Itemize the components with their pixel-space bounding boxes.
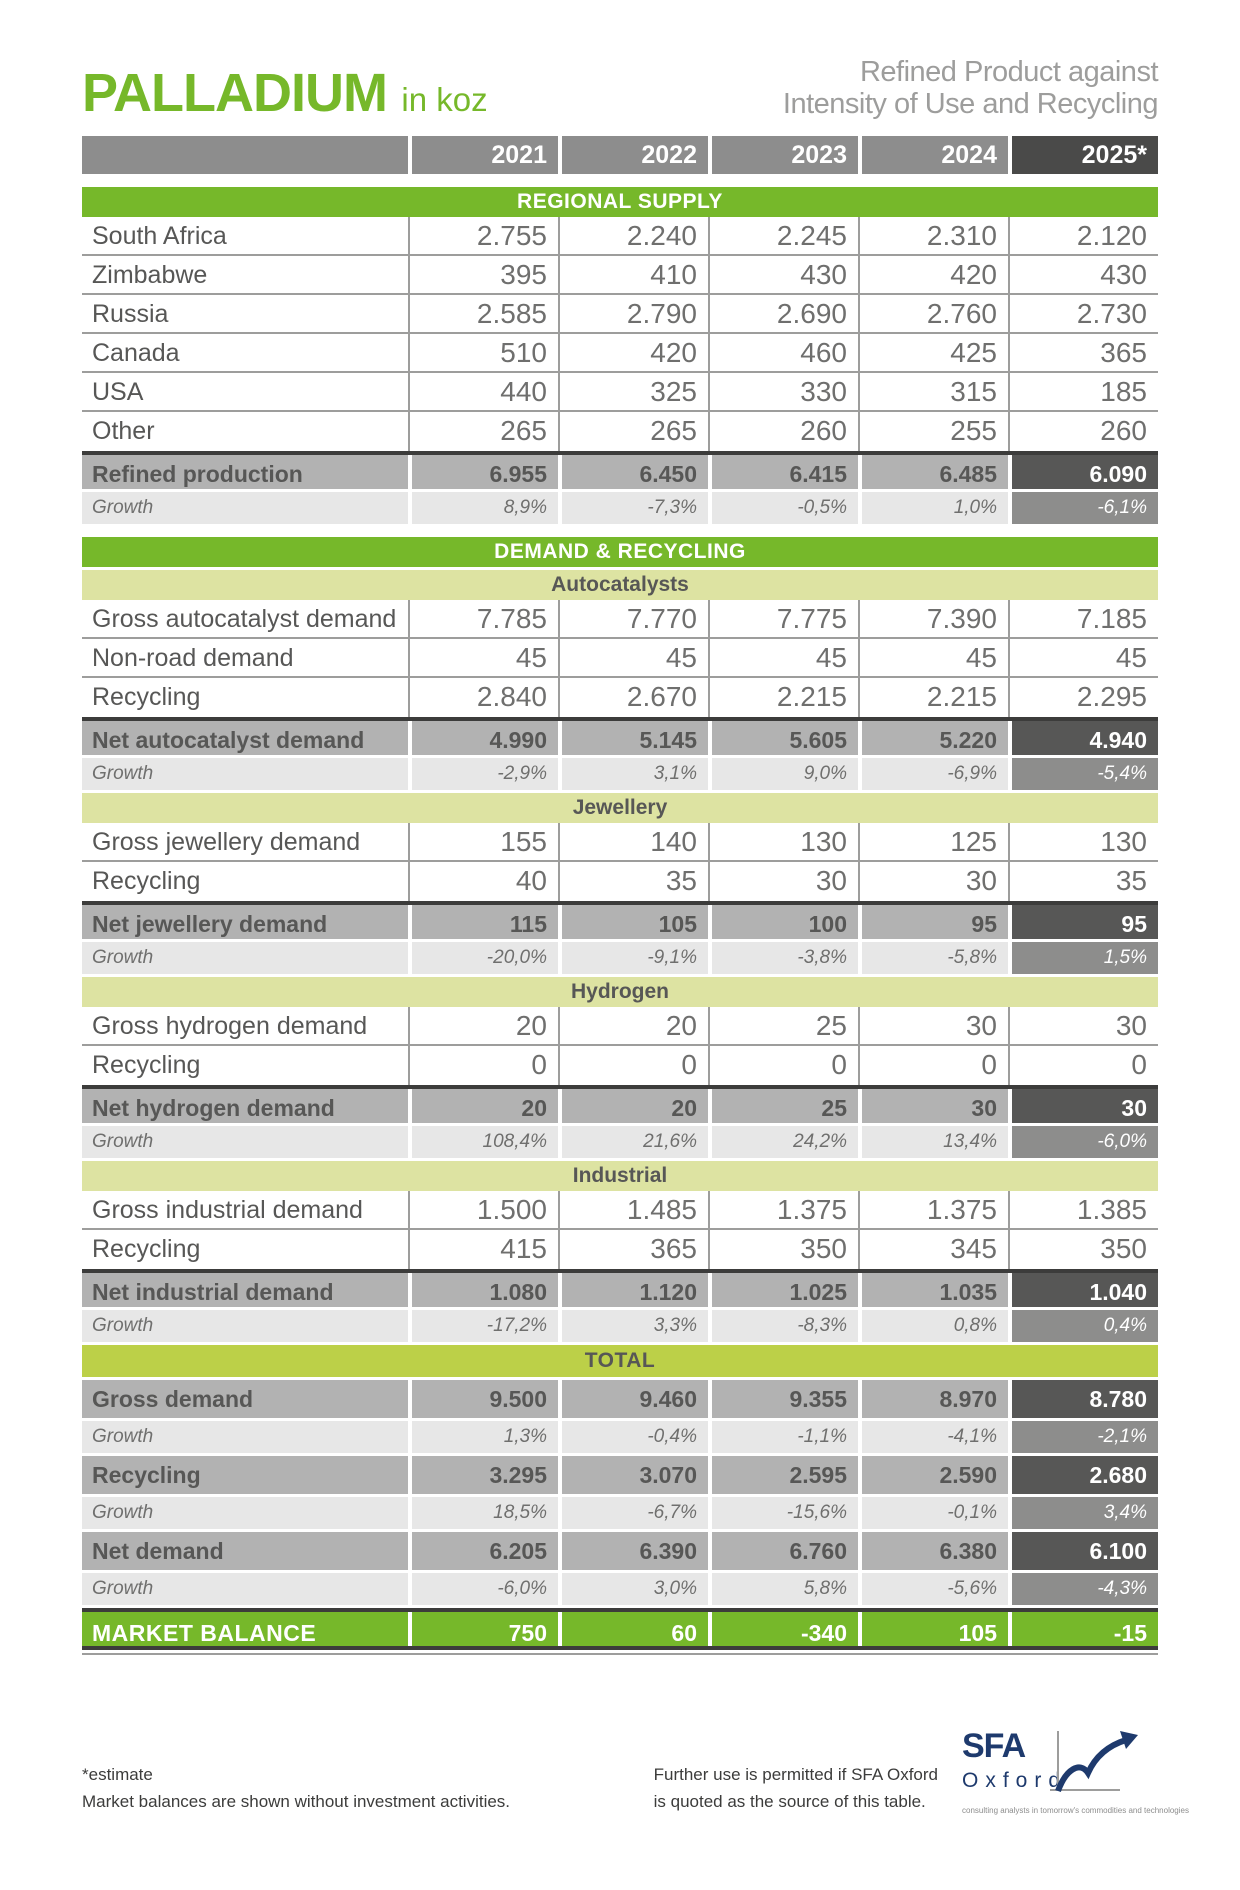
usage-permission-text <box>654 1762 938 1815</box>
value-cell: 45 <box>708 639 858 676</box>
table-row-growth-37 <box>82 1573 1158 1605</box>
value-cell: 2.755 <box>408 217 558 254</box>
value-cell: 1.375 <box>858 1191 1008 1228</box>
value-cell: 420 <box>558 334 708 371</box>
value-cell: 40 <box>408 862 558 901</box>
value-cell: 3,0% <box>558 1573 708 1605</box>
table-row-other-6 <box>82 412 1158 451</box>
value-cell: 100 <box>708 905 858 939</box>
page-subtitle-line2: Intensity of Use and Recycling <box>782 87 1158 120</box>
value-cell: -5,6% <box>858 1573 1008 1605</box>
section-header-jewellery: Jewellery <box>82 793 1158 823</box>
value-cell: 0 <box>708 1046 858 1085</box>
value-cell: 20 <box>408 1007 558 1044</box>
value-cell: 510 <box>408 334 558 371</box>
value-cell: 6.450 <box>558 455 708 489</box>
value-cell: -15 <box>1008 1612 1158 1646</box>
value-cell: 1.500 <box>408 1191 558 1228</box>
value-cell: 95 <box>1008 905 1158 939</box>
value-cell: -0,1% <box>858 1497 1008 1529</box>
row-label: Gross autocatalyst demand <box>92 605 397 633</box>
corner-cell <box>82 136 408 174</box>
table-row-south-africa-1 <box>82 217 1158 256</box>
row-label: Net jewellery demand <box>82 905 408 939</box>
value-cell: 130 <box>1008 823 1158 860</box>
row-label: Net demand <box>82 1532 408 1570</box>
value-cell: 410 <box>558 256 708 293</box>
page-footer <box>82 1727 1189 1815</box>
row-label: Zimbabwe <box>92 261 208 289</box>
table-row-canada-4 <box>82 334 1158 373</box>
growth-arrow-icon <box>1058 1740 1126 1791</box>
page-subtitle <box>783 57 1158 120</box>
row-label: Net autocatalyst demand <box>82 721 408 755</box>
row-label: Recycling <box>82 1456 408 1494</box>
section-header-industrial: Industrial <box>82 1161 1158 1191</box>
value-cell: 125 <box>858 823 1008 860</box>
value-cell: -340 <box>708 1612 858 1646</box>
value-cell: 1,3% <box>408 1421 558 1453</box>
value-cell: 3,4% <box>1008 1497 1158 1529</box>
value-cell: 330 <box>708 373 858 410</box>
value-cell: 140 <box>558 823 708 860</box>
value-cell: 1.035 <box>858 1273 1008 1307</box>
usage-permission-line1: Further use is permitted if SFA Oxford <box>653 1765 938 1785</box>
value-cell: 2.760 <box>858 295 1008 332</box>
row-label: Recycling <box>92 867 201 895</box>
value-cell: 24,2% <box>708 1126 858 1158</box>
table-row-usa-5 <box>82 373 1158 412</box>
value-cell: 5.605 <box>708 721 858 755</box>
value-cell: 1.120 <box>558 1273 708 1307</box>
row-label: Growth <box>82 1573 408 1605</box>
value-cell: -20,0% <box>408 942 558 974</box>
year-header-row <box>82 136 1158 174</box>
value-cell: 6.415 <box>708 455 858 489</box>
value-cell: 45 <box>408 639 558 676</box>
table-row-non-road-demand-12 <box>82 639 1158 678</box>
value-cell: 13,4% <box>858 1126 1008 1158</box>
value-cell: 1.080 <box>408 1273 558 1307</box>
value-cell: -2,9% <box>408 758 558 790</box>
table-row-gross-industrial-demand-27 <box>82 1191 1158 1230</box>
table-row-growth-15 <box>82 758 1158 790</box>
value-cell: 265 <box>558 412 708 451</box>
value-cell: 9.500 <box>408 1380 558 1418</box>
year-column-header-2023: 2023 <box>708 136 858 174</box>
table-row-recycling-18 <box>82 862 1158 901</box>
value-cell: 350 <box>1008 1230 1158 1269</box>
value-cell: 430 <box>708 256 858 293</box>
value-cell: 2.120 <box>1008 217 1158 254</box>
value-cell: 1.040 <box>1008 1273 1158 1307</box>
value-cell: 1.485 <box>558 1191 708 1228</box>
table-row-gross-hydrogen-demand-22 <box>82 1007 1158 1046</box>
value-cell: 18,5% <box>408 1497 558 1529</box>
row-label: Gross demand <box>82 1380 408 1418</box>
value-cell: 30 <box>858 862 1008 901</box>
value-cell: 395 <box>408 256 558 293</box>
value-cell: 440 <box>408 373 558 410</box>
row-label: Non-road demand <box>92 644 294 672</box>
row-label: Refined production <box>82 455 408 489</box>
footnote-market-balance: Market balances are shown without investment activities. <box>82 1791 511 1811</box>
table-row-growth-33 <box>82 1421 1158 1453</box>
table-row-net-hydrogen-demand-24 <box>82 1085 1158 1123</box>
section-header-autocatalysts: Autocatalysts <box>82 570 1158 600</box>
table-row-growth-20 <box>82 942 1158 974</box>
value-cell: 20 <box>558 1089 708 1123</box>
row-label: South Africa <box>92 222 227 250</box>
year-column-header-2025: 2025* <box>1008 136 1158 174</box>
value-cell: -9,1% <box>558 942 708 974</box>
value-cell: 6.100 <box>1008 1532 1158 1570</box>
value-cell: 350 <box>708 1230 858 1269</box>
value-cell: 45 <box>1008 639 1158 676</box>
table-row-gross-jewellery-demand-17 <box>82 823 1158 862</box>
value-cell: 425 <box>858 334 1008 371</box>
value-cell: -15,6% <box>708 1497 858 1529</box>
value-cell: 1.375 <box>708 1191 858 1228</box>
value-cell: 30 <box>858 1089 1008 1123</box>
value-cell: -8,3% <box>708 1310 858 1342</box>
sfa-logo-tagline: consulting analysts in tomorrow's commodities and technologies <box>962 1806 1189 1815</box>
row-label: Net hydrogen demand <box>82 1089 408 1123</box>
value-cell: 6.205 <box>408 1532 558 1570</box>
value-cell: 325 <box>558 373 708 410</box>
value-cell: 30 <box>708 862 858 901</box>
row-label: MARKET BALANCE <box>82 1612 408 1646</box>
value-cell: 95 <box>858 905 1008 939</box>
value-cell: 115 <box>408 905 558 939</box>
value-cell: 2.215 <box>858 678 1008 717</box>
value-cell: 750 <box>408 1612 558 1646</box>
value-cell: 8.780 <box>1008 1380 1158 1418</box>
year-column-header-2021: 2021 <box>408 136 558 174</box>
value-cell: 460 <box>708 334 858 371</box>
table-row-recycling-23 <box>82 1046 1158 1085</box>
footnotes <box>82 1762 510 1815</box>
value-cell: 8,9% <box>408 492 558 524</box>
value-cell: -1,1% <box>708 1421 858 1453</box>
value-cell: -5,4% <box>1008 758 1158 790</box>
sfa-logo-text: SFA <box>962 1727 1026 1765</box>
value-cell: -6,0% <box>1008 1126 1158 1158</box>
value-cell: 430 <box>1008 256 1158 293</box>
value-cell: 345 <box>858 1230 1008 1269</box>
value-cell: 260 <box>1008 412 1158 451</box>
value-cell: -0,4% <box>558 1421 708 1453</box>
value-cell: 30 <box>1008 1007 1158 1044</box>
value-cell: 0 <box>1008 1046 1158 1085</box>
value-cell: 365 <box>558 1230 708 1269</box>
value-cell: 0 <box>558 1046 708 1085</box>
table-row-growth-25 <box>82 1126 1158 1158</box>
value-cell: -3,8% <box>708 942 858 974</box>
table-row-recycling-34 <box>82 1456 1158 1494</box>
value-cell: 8.970 <box>858 1380 1008 1418</box>
row-label: Growth <box>82 1497 408 1529</box>
value-cell: 3,3% <box>558 1310 708 1342</box>
value-cell: 130 <box>708 823 858 860</box>
value-cell: 260 <box>708 412 858 451</box>
value-cell: -6,1% <box>1008 492 1158 524</box>
value-cell: 2.310 <box>858 217 1008 254</box>
table-row-growth-8 <box>82 492 1158 524</box>
value-cell: 7.775 <box>708 600 858 637</box>
usage-permission-line2: is quoted as the source of this table. <box>653 1791 926 1811</box>
row-label: Gross jewellery demand <box>92 828 361 856</box>
table-row-zimbabwe-2 <box>82 256 1158 295</box>
table-row-recycling-28 <box>82 1230 1158 1269</box>
value-cell: 60 <box>558 1612 708 1646</box>
table-row-growth-35 <box>82 1497 1158 1529</box>
value-cell: 45 <box>858 639 1008 676</box>
value-cell: -17,2% <box>408 1310 558 1342</box>
value-cell: 315 <box>858 373 1008 410</box>
row-label: Growth <box>82 942 408 974</box>
page-title-unit: in koz <box>401 81 488 118</box>
value-cell: 265 <box>408 412 558 451</box>
value-cell: 7.770 <box>558 600 708 637</box>
value-cell: 2.295 <box>1008 678 1158 717</box>
value-cell: 108,4% <box>408 1126 558 1158</box>
row-label: Canada <box>92 339 180 367</box>
sfa-logo-graphic <box>962 1727 1158 1799</box>
value-cell: 35 <box>1008 862 1158 901</box>
value-cell: 3.295 <box>408 1456 558 1494</box>
value-cell: 35 <box>558 862 708 901</box>
value-cell: 6.090 <box>1008 455 1158 489</box>
row-label: Net industrial demand <box>82 1273 408 1307</box>
palladium-supply-demand-table <box>82 136 1158 1655</box>
value-cell: 2.680 <box>1008 1456 1158 1494</box>
table-row-recycling-13 <box>82 678 1158 717</box>
table-row-net-industrial-demand-29 <box>82 1269 1158 1307</box>
value-cell: 3.070 <box>558 1456 708 1494</box>
row-label: Growth <box>82 1421 408 1453</box>
table-row-gross-demand-32 <box>82 1380 1158 1418</box>
value-cell: -2,1% <box>1008 1421 1158 1453</box>
value-cell: 9.460 <box>558 1380 708 1418</box>
table-row-net-jewellery-demand-19 <box>82 901 1158 939</box>
value-cell: 45 <box>558 639 708 676</box>
value-cell: 2.590 <box>858 1456 1008 1494</box>
value-cell: 105 <box>858 1612 1008 1646</box>
value-cell: 1.385 <box>1008 1191 1158 1228</box>
value-cell: 6.760 <box>708 1532 858 1570</box>
sfa-logo-oxford-text: Oxford <box>962 1769 1068 1792</box>
value-cell: 105 <box>558 905 708 939</box>
value-cell: -6,0% <box>408 1573 558 1605</box>
value-cell: -4,1% <box>858 1421 1008 1453</box>
value-cell: 5,8% <box>708 1573 858 1605</box>
value-cell: 6.380 <box>858 1532 1008 1570</box>
row-label: Gross hydrogen demand <box>92 1012 368 1040</box>
row-label: Growth <box>82 1126 408 1158</box>
value-cell: 7.390 <box>858 600 1008 637</box>
row-label: Recycling <box>92 1235 201 1263</box>
sfa-oxford-logo <box>962 1727 1189 1815</box>
value-cell: -5,8% <box>858 942 1008 974</box>
value-cell: 9,0% <box>708 758 858 790</box>
value-cell: 6.955 <box>408 455 558 489</box>
row-label: USA <box>92 378 144 406</box>
table-row-net-demand-36 <box>82 1532 1158 1570</box>
value-cell: 25 <box>708 1007 858 1044</box>
value-cell: 0 <box>408 1046 558 1085</box>
value-cell: 365 <box>1008 334 1158 371</box>
value-cell: 0,8% <box>858 1310 1008 1342</box>
row-label: Recycling <box>92 1051 201 1079</box>
value-cell: 21,6% <box>558 1126 708 1158</box>
value-cell: 2.690 <box>708 295 858 332</box>
table-row-net-autocatalyst-demand-14 <box>82 717 1158 755</box>
page-title: PALLADIUM <box>82 63 387 123</box>
value-cell: 20 <box>558 1007 708 1044</box>
value-cell: 5.220 <box>858 721 1008 755</box>
section-header-total: TOTAL <box>82 1345 1158 1377</box>
value-cell: -6,9% <box>858 758 1008 790</box>
value-cell: 25 <box>708 1089 858 1123</box>
value-cell: 3,1% <box>558 758 708 790</box>
value-cell: 2.790 <box>558 295 708 332</box>
title-block <box>82 63 488 123</box>
table-row-russia-3 <box>82 295 1158 334</box>
value-cell: 4.990 <box>408 721 558 755</box>
value-cell: 2.595 <box>708 1456 858 1494</box>
value-cell: 420 <box>858 256 1008 293</box>
value-cell: 1,0% <box>858 492 1008 524</box>
value-cell: 155 <box>408 823 558 860</box>
value-cell: 415 <box>408 1230 558 1269</box>
value-cell: 2.215 <box>708 678 858 717</box>
value-cell: -6,7% <box>558 1497 708 1529</box>
value-cell: 2.240 <box>558 217 708 254</box>
value-cell: 2.585 <box>408 295 558 332</box>
value-cell: 30 <box>858 1007 1008 1044</box>
page-header <box>82 0 1158 123</box>
page-subtitle-line1: Refined Product against <box>859 56 1158 89</box>
value-cell: 7.185 <box>1008 600 1158 637</box>
section-header-demand-recycling: DEMAND & RECYCLING <box>82 537 1158 567</box>
year-column-header-2024: 2024 <box>858 136 1008 174</box>
section-header-hydrogen: Hydrogen <box>82 977 1158 1007</box>
footnote-estimate: *estimate <box>82 1765 153 1785</box>
value-cell: -7,3% <box>558 492 708 524</box>
value-cell: 2.670 <box>558 678 708 717</box>
value-cell: -0,5% <box>708 492 858 524</box>
value-cell: 1,5% <box>1008 942 1158 974</box>
row-label: Recycling <box>92 683 201 711</box>
row-label: Gross industrial demand <box>92 1196 363 1224</box>
row-label: Russia <box>92 300 169 328</box>
row-label: Growth <box>82 492 408 524</box>
value-cell: 2.840 <box>408 678 558 717</box>
value-cell: 1.025 <box>708 1273 858 1307</box>
value-cell: 30 <box>1008 1089 1158 1123</box>
table-row-growth-30 <box>82 1310 1158 1342</box>
row-label: Other <box>92 417 155 445</box>
value-cell: 5.145 <box>558 721 708 755</box>
value-cell: 6.390 <box>558 1532 708 1570</box>
value-cell: 6.485 <box>858 455 1008 489</box>
year-column-header-2022: 2022 <box>558 136 708 174</box>
footer-right <box>653 1727 1189 1815</box>
value-cell: 2.730 <box>1008 295 1158 332</box>
table-row-market-balance-38 <box>82 1608 1158 1650</box>
value-cell: 2.245 <box>708 217 858 254</box>
section-header-regional-supply: REGIONAL SUPPLY <box>82 187 1158 217</box>
value-cell: 0,4% <box>1008 1310 1158 1342</box>
value-cell: 7.785 <box>408 600 558 637</box>
value-cell: 0 <box>858 1046 1008 1085</box>
value-cell: 185 <box>1008 373 1158 410</box>
value-cell: 20 <box>408 1089 558 1123</box>
row-label: Growth <box>82 1310 408 1342</box>
row-label: Growth <box>82 758 408 790</box>
value-cell: 255 <box>858 412 1008 451</box>
value-cell: 9.355 <box>708 1380 858 1418</box>
table-row-gross-autocatalyst-demand-11 <box>82 600 1158 639</box>
value-cell: 4.940 <box>1008 721 1158 755</box>
value-cell: -4,3% <box>1008 1573 1158 1605</box>
table-bottom-line <box>82 1653 1158 1655</box>
table-row-refined-production-7 <box>82 451 1158 489</box>
